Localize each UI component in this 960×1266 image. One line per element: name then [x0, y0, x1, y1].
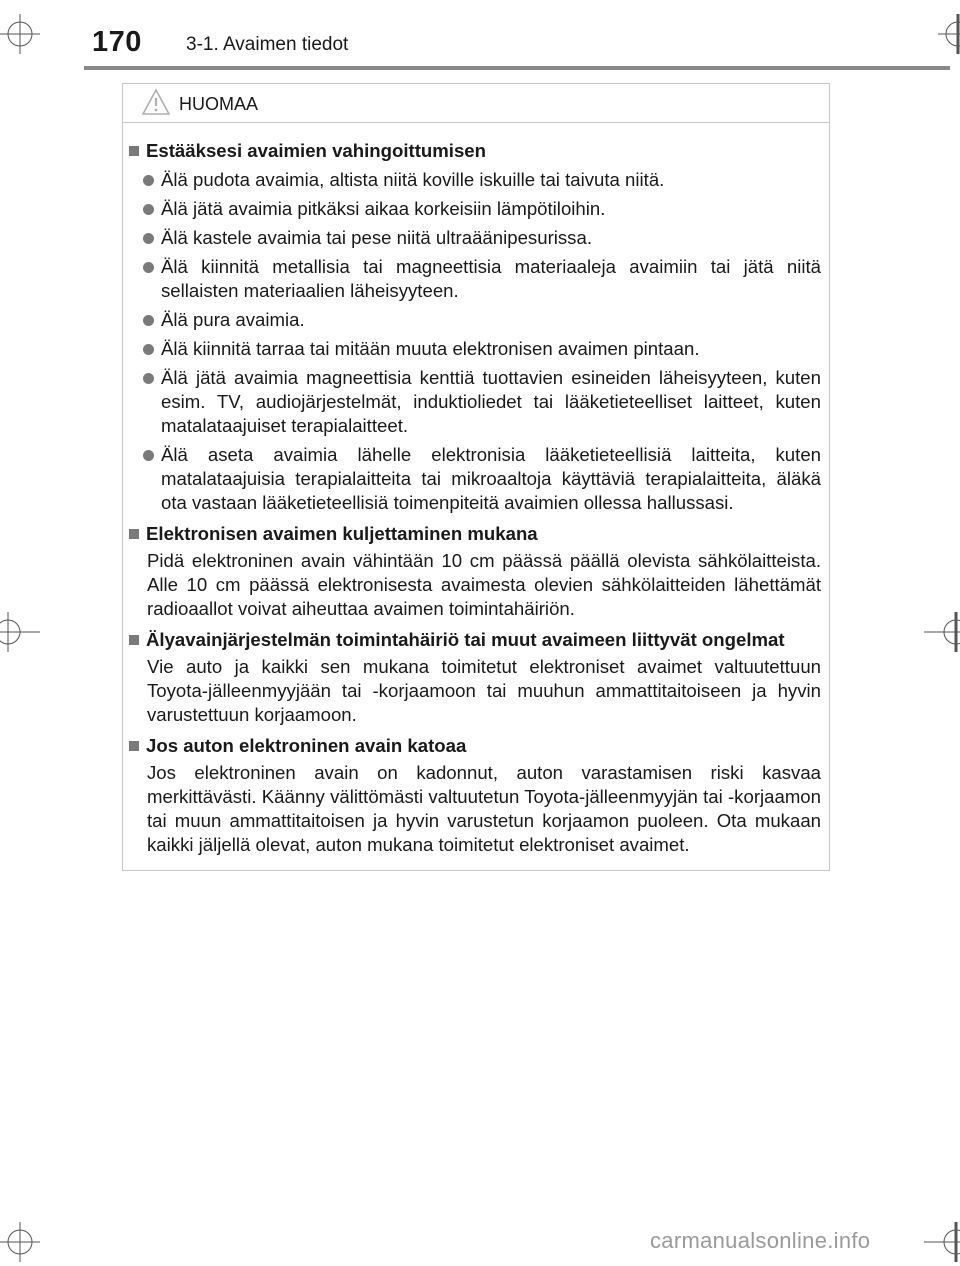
header-rule: [84, 66, 950, 70]
crop-mark-mid-right: [924, 612, 960, 652]
bullet-text: Älä pudota avaimia, altista niitä koville iskuille tai taivuta niitä.: [161, 169, 665, 190]
notice-section: [129, 734, 821, 857]
crop-mark-top-left: [0, 14, 40, 54]
bullet-text: Älä kiinnitä metallisia tai magneettisia materiaaleja avaimiin tai jätä niitä sellaisten materiaalien läheisyyteen.: [161, 256, 821, 301]
notice-body: [123, 123, 829, 857]
list-item: [129, 443, 821, 515]
bullet-text: Älä kastele avaimia tai pese niitä ultraäänipesurissa.: [161, 227, 592, 248]
section-heading: Estääksesi avaimien vahingoittumisen: [146, 140, 486, 161]
square-bullet-icon: [129, 529, 139, 539]
list-item: [129, 366, 821, 438]
list-item: [129, 197, 821, 221]
notice-label: HUOMAA: [179, 94, 259, 114]
bullet-text: Älä jätä avaimia pitkäksi aikaa korkeisiin lämpötiloihin.: [161, 198, 606, 219]
warning-triangle-icon: [141, 88, 171, 116]
bullet-text: Älä aseta avaimia lähelle elektronisia lääketieteellisiä laitteita, kuten matalataajuisia terapialaitteita tai mikroaaltoja käyttäviä terapialaitteita, äläkä ota vastaan lääketieteellisiä toimenpiteitä avaimien ollessa hallussasi.: [161, 444, 821, 513]
section-heading: Elektronisen avaimen kuljettaminen mukana: [146, 523, 538, 544]
notice-header: [123, 84, 829, 123]
notice-section: [129, 522, 821, 621]
list-item: [129, 168, 821, 192]
section-paragraph: Jos elektroninen avain on kadonnut, auton varastamisen riski kasvaa merkittävästi. Käänny välittömästi valtuutetun Toyota-jälleenmyyjän tai -korjaamon tai muun ammattitaitoisen ja hyvin varustetun korjaamon puoleen. Ota mukaan kaikki jäljellä olevat, auton mukana toimitetut elektroniset avaimet.: [147, 762, 821, 855]
round-bullet-icon: [143, 373, 154, 384]
round-bullet-icon: [143, 344, 154, 355]
round-bullet-icon: [143, 233, 154, 244]
square-bullet-icon: [129, 741, 139, 751]
crop-mark-bottom-left: [0, 1222, 40, 1262]
square-bullet-icon: [129, 146, 139, 156]
list-item: [129, 337, 821, 361]
round-bullet-icon: [143, 450, 154, 461]
crop-mark-mid-left: [0, 612, 40, 652]
section-paragraph: Vie auto ja kaikki sen mukana toimitetut elektroniset avaimet valtuutettuun Toyota-jälleenmyyjään tai -korjaamoon tai muuhun ammattitaitoiseen ja hyvin varustettuun korjaamoon.: [147, 656, 821, 725]
crop-mark-top-right: [938, 14, 960, 54]
notice-section: [129, 139, 821, 515]
bullet-list: [129, 168, 821, 515]
section-heading: Jos auton elektroninen avain katoaa: [146, 735, 467, 756]
notice-section: [129, 628, 821, 727]
section-paragraph: Pidä elektroninen avain vähintään 10 cm päässä päällä olevista sähkölaitteista. Alle 10 cm päässä elektronisesta avaimesta olevien sähkölaitteiden lähettämät radioaallot voivat aiheuttaa avaimen toimintahäiriön.: [147, 550, 821, 619]
bullet-text: Älä kiinnitä tarraa tai mitään muuta elektronisen avaimen pintaan.: [161, 338, 700, 359]
square-bullet-icon: [129, 635, 139, 645]
watermark: carmanualsonline.info: [650, 1228, 871, 1253]
list-item: [129, 226, 821, 250]
page-number: 170: [92, 26, 142, 58]
list-item: [129, 308, 821, 332]
round-bullet-icon: [143, 262, 154, 273]
round-bullet-icon: [143, 315, 154, 326]
bullet-text: Älä pura avaimia.: [161, 309, 305, 330]
bullet-text: Älä jätä avaimia magneettisia kenttiä tuottavien esineiden läheisyyteen, kuten esim. TV, audiojärjestelmät, induktioliedet tai lääketieteelliset laitteet, kuten matalataajuiset terapialaitteet.: [161, 367, 821, 436]
crop-mark-bottom-right: [924, 1222, 960, 1262]
round-bullet-icon: [143, 175, 154, 186]
notice-box: [122, 83, 830, 871]
section-heading: Älyavainjärjestelmän toimintahäiriö tai muut avaimeen liittyvät ongelmat: [146, 629, 785, 650]
round-bullet-icon: [143, 204, 154, 215]
list-item: [129, 255, 821, 303]
section-title: 3-1. Avaimen tiedot: [186, 34, 349, 55]
